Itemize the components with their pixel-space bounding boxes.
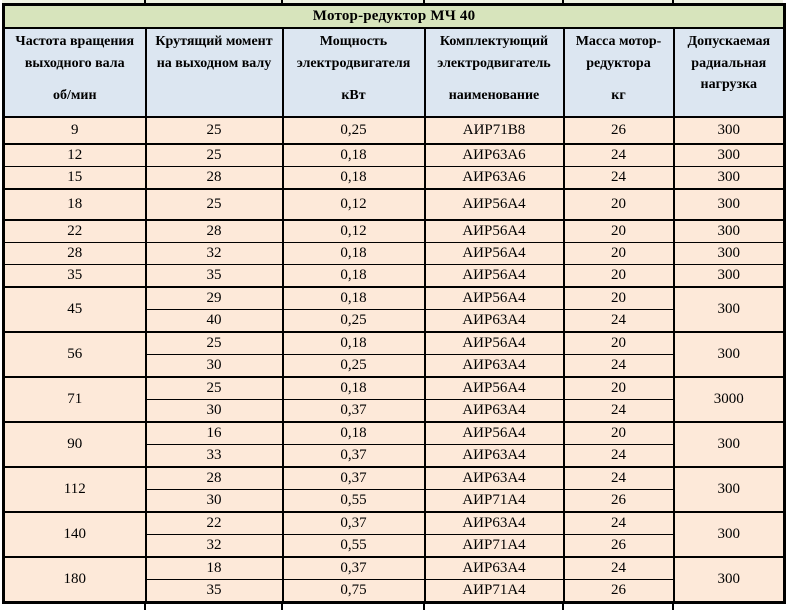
cell-motor: АИР56А4 <box>425 422 564 445</box>
cell-frequency: 140 <box>4 512 146 557</box>
gridline-stub <box>281 604 283 610</box>
cell-power: 0,37 <box>283 445 425 468</box>
cell-frequency: 9 <box>4 117 146 144</box>
cell-motor: АИР56А4 <box>425 189 564 220</box>
table-row <box>4 287 785 310</box>
cell-power: 0,18 <box>283 144 425 167</box>
motor-reducer-spec-table <box>2 3 786 604</box>
cell-motor: АИР56А4 <box>425 332 564 355</box>
cell-motor: АИР56А4 <box>425 243 564 265</box>
cell-motor: АИР63А4 <box>425 355 564 378</box>
cell-mass: 20 <box>564 377 674 400</box>
column-unit: наименование <box>448 88 540 104</box>
cell-motor: АИР63А6 <box>425 144 564 167</box>
cell-torque: 25 <box>146 332 283 355</box>
cell-mass: 24 <box>564 144 674 167</box>
column-label: Допускаемая радиальная нагрузка <box>687 34 771 93</box>
cell-power: 0,55 <box>283 490 425 513</box>
cell-mass: 24 <box>564 400 674 423</box>
table-row <box>4 189 785 220</box>
cell-power: 0,18 <box>283 287 425 310</box>
cell-torque: 32 <box>146 535 283 558</box>
cell-power: 0,37 <box>283 467 425 490</box>
table-row <box>4 167 785 190</box>
cell-motor: АИР56А4 <box>425 265 564 288</box>
cell-frequency: 71 <box>4 377 146 422</box>
cell-torque: 28 <box>146 220 283 243</box>
cell-power: 0,25 <box>283 355 425 378</box>
cell-torque: 35 <box>146 580 283 603</box>
gridline-stub <box>144 604 146 610</box>
gridline-stub <box>562 0 564 3</box>
table-row <box>4 512 785 535</box>
cell-power: 0,12 <box>283 189 425 220</box>
cell-mass: 20 <box>564 332 674 355</box>
cell-power: 0,18 <box>283 422 425 445</box>
gridline-stub <box>423 0 425 3</box>
column-unit: кг <box>611 88 626 104</box>
cell-mass: 20 <box>564 189 674 220</box>
column-label: Мощность электродвигателя <box>296 34 411 71</box>
column-label: Крутящий момент на выходном валу <box>155 34 273 71</box>
cell-torque: 28 <box>146 467 283 490</box>
cell-mass: 20 <box>564 287 674 310</box>
cell-torque: 30 <box>146 490 283 513</box>
cell-power: 0,18 <box>283 167 425 190</box>
table-row <box>4 377 785 400</box>
sheet-row-below-sliver <box>2 604 783 610</box>
table-row <box>4 144 785 167</box>
cell-load: 300 <box>674 167 785 190</box>
cell-torque: 33 <box>146 445 283 468</box>
cell-power: 0,18 <box>283 243 425 265</box>
gridline-stub <box>672 0 674 3</box>
column-unit: об/мин <box>52 88 97 104</box>
cell-torque: 29 <box>146 287 283 310</box>
cell-load: 300 <box>674 117 785 144</box>
cell-torque: 30 <box>146 400 283 423</box>
cell-frequency: 12 <box>4 144 146 167</box>
cell-load: 300 <box>674 287 785 332</box>
table-row <box>4 467 785 490</box>
cell-motor: АИР63А4 <box>425 557 564 580</box>
cell-motor: АИР56А4 <box>425 287 564 310</box>
cell-power: 0,18 <box>283 265 425 288</box>
table-row <box>4 117 785 144</box>
cell-load: 300 <box>674 422 785 467</box>
column-unit: кВт <box>341 88 366 104</box>
cell-mass: 20 <box>564 220 674 243</box>
gridline-stub <box>423 604 425 610</box>
cell-load: 300 <box>674 557 785 603</box>
cell-load: 300 <box>674 243 785 265</box>
column-label: Комплектующий электродвигатель <box>437 34 551 71</box>
cell-torque: 18 <box>146 557 283 580</box>
cell-torque: 25 <box>146 117 283 144</box>
cell-mass: 24 <box>564 512 674 535</box>
cell-load: 300 <box>674 265 785 288</box>
cell-power: 0,75 <box>283 580 425 603</box>
table-header-row <box>4 28 785 117</box>
cell-motor: АИР63А6 <box>425 167 564 190</box>
gridline-stub <box>672 604 674 610</box>
cell-power: 0,37 <box>283 512 425 535</box>
table-row <box>4 220 785 243</box>
cell-torque: 28 <box>146 167 283 190</box>
cell-frequency: 90 <box>4 422 146 467</box>
column-header-radial-load <box>674 28 785 117</box>
cell-motor: АИР56А4 <box>425 377 564 400</box>
cell-torque: 30 <box>146 355 283 378</box>
cell-frequency: 45 <box>4 287 146 332</box>
gridline-stub <box>562 604 564 610</box>
cell-torque: 22 <box>146 512 283 535</box>
cell-mass: 24 <box>564 310 674 333</box>
cell-torque: 25 <box>146 377 283 400</box>
cell-power: 0,55 <box>283 535 425 558</box>
cell-mass: 24 <box>564 467 674 490</box>
cell-mass: 20 <box>564 265 674 288</box>
cell-load: 300 <box>674 332 785 377</box>
cell-mass: 26 <box>564 580 674 603</box>
cell-motor: АИР63А4 <box>425 400 564 423</box>
table-title: Мотор-редуктор МЧ 40 <box>4 5 785 29</box>
cell-frequency: 180 <box>4 557 146 603</box>
cell-mass: 24 <box>564 355 674 378</box>
cell-frequency: 112 <box>4 467 146 512</box>
cell-load: 300 <box>674 144 785 167</box>
table-row <box>4 557 785 580</box>
cell-mass: 20 <box>564 422 674 445</box>
cell-power: 0,37 <box>283 400 425 423</box>
cell-frequency: 18 <box>4 189 146 220</box>
column-header-torque <box>146 28 283 117</box>
cell-power: 0,25 <box>283 117 425 144</box>
cell-frequency: 15 <box>4 167 146 190</box>
cell-load: 300 <box>674 189 785 220</box>
cell-power: 0,12 <box>283 220 425 243</box>
table-row <box>4 243 785 265</box>
cell-mass: 24 <box>564 167 674 190</box>
cell-power: 0,37 <box>283 557 425 580</box>
column-label: Частота вращения выходного вала <box>15 34 135 71</box>
cell-mass: 26 <box>564 117 674 144</box>
cell-torque: 16 <box>146 422 283 445</box>
column-header-power <box>283 28 425 117</box>
cell-mass: 20 <box>564 243 674 265</box>
cell-motor: АИР63А4 <box>425 310 564 333</box>
table-row <box>4 265 785 288</box>
table-row <box>4 332 785 355</box>
cell-motor: АИР63А4 <box>425 512 564 535</box>
cell-torque: 25 <box>146 189 283 220</box>
gridline-stub <box>281 0 283 3</box>
cell-load: 300 <box>674 220 785 243</box>
cell-motor: АИР71А4 <box>425 580 564 603</box>
cell-motor: АИР63А4 <box>425 467 564 490</box>
column-header-mass <box>564 28 674 117</box>
column-label: Масса мотор-редуктора <box>575 34 662 71</box>
cell-load: 3000 <box>674 377 785 422</box>
cell-power: 0,25 <box>283 310 425 333</box>
cell-mass: 24 <box>564 557 674 580</box>
cell-torque: 25 <box>146 144 283 167</box>
cell-frequency: 56 <box>4 332 146 377</box>
cell-power: 0,18 <box>283 332 425 355</box>
cell-torque: 35 <box>146 265 283 288</box>
cell-torque: 32 <box>146 243 283 265</box>
column-header-frequency <box>4 28 146 117</box>
table-title-row <box>4 5 785 29</box>
cell-power: 0,18 <box>283 377 425 400</box>
cell-motor: АИР63А4 <box>425 445 564 468</box>
cell-frequency: 28 <box>4 243 146 265</box>
cell-mass: 24 <box>564 445 674 468</box>
cell-load: 300 <box>674 467 785 512</box>
gridline-stub <box>144 0 146 3</box>
cell-frequency: 35 <box>4 265 146 288</box>
cell-motor: АИР71В8 <box>425 117 564 144</box>
cell-motor: АИР71А4 <box>425 490 564 513</box>
column-header-motor <box>425 28 564 117</box>
cell-frequency: 22 <box>4 220 146 243</box>
cell-mass: 26 <box>564 535 674 558</box>
cell-motor: АИР71А4 <box>425 535 564 558</box>
table-row <box>4 422 785 445</box>
cell-motor: АИР56А4 <box>425 220 564 243</box>
cell-load: 300 <box>674 512 785 557</box>
cell-torque: 40 <box>146 310 283 333</box>
cell-mass: 26 <box>564 490 674 513</box>
sheet-row-above-sliver <box>2 0 783 3</box>
